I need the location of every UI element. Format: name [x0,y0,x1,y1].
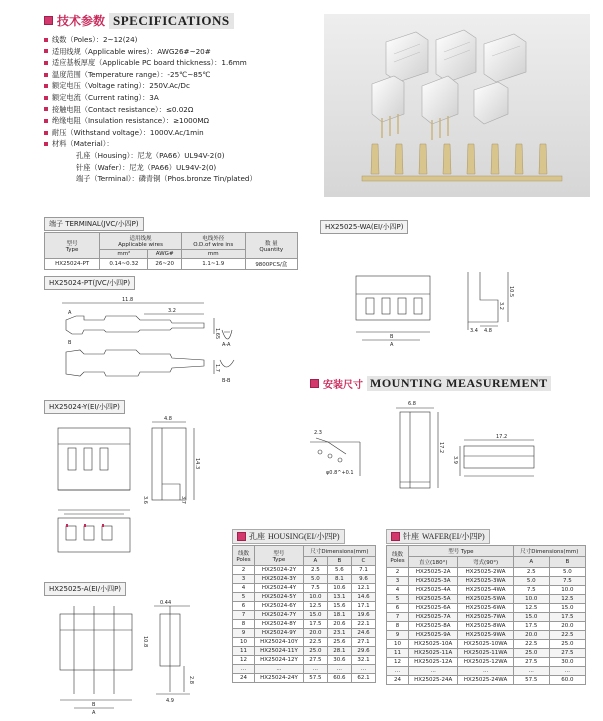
label-a-a: A-A [222,342,231,348]
spec-item: 温度范围（Temperature range）：-25℃~85℃ [44,69,257,81]
table-row: 6 HX25025-6A HX25025-6WA 12.5 15.0 [387,604,586,613]
pt-drawing [44,290,294,388]
wafer-table: 线数 Poles 型号 Type 尺寸Dimensions(mm) 直立(180°) 弯式(90°) A B 2 HX25025-2A HX25025-2WA 2.5 5.0 3 HX25025-3A HX25025-3WA 5.0 7.5 4 HX25025-4A HX25025-4WA 7.5 10.0 5 HX25025-5A HX25025-5WA 10.0 12.5 6 HX25025-6A HX25025-6WA 12.5 15.0 7 HX25025-7A HX25025-7WA 15.0 17.5 8 HX25025-8A HX25025-8WA 17.5 20.0 9 HX25025-9A HX25025-9WA 20.0 22.5 10 HX25025-10A HX25025-10WA 22.5 25.0 11 HX25025-11A HX25025-11WA 25.0 27.5 12 HX25025-12A HX25025-12WA 27.5 30.0 ... ... ... ... ... 24 HX25025-24A HX25025-24WA 57.5 60.0 [386,545,586,685]
table-row: ... ... ... ... ... [233,665,376,674]
table-row: 24 HX25025-24A HX25025-24WA 57.5 60.0 [387,676,586,685]
dim-17-2-h: 17.2 [496,434,508,440]
spec-list [44,34,257,185]
square-bullet-icon [44,16,53,25]
a-drawing [44,596,224,716]
dim-3-6: 3.6 [142,496,148,504]
table-row: 8 HX25024-8Y 17.5 20.6 22.1 [233,620,376,629]
label-a: A [92,710,96,716]
connector-photo-icon [324,14,590,197]
table-row: ... ... ... ... ... [387,667,586,676]
bullet-icon [44,84,48,88]
label-b: B [68,340,72,346]
housing-table: 线数 Poles 型号 Type 尺寸Dimensions(mm) A B C 2 HX25024-2Y 2.5 5.6 7.1 3 HX25024-3Y 5.0 8.1 9.6 4 HX25024-4Y 7.5 10.6 12.1 5 HX25024-5Y 10.0 13.1 14.6 6 HX25024-6Y 12.5 15.6 17.1 7 HX25024-7Y 15.0 18.1 19.6 8 HX25024-8Y 17.5 20.6 22.1 9 HX25024-9Y 20.0 23.1 24.6 10 HX25024-10Y 22.5 25.6 27.1 11 HX25024-11Y 25.0 28.1 29.6 12 HX25024-12Y 27.5 30.6 32.1 ... ... ... ... ... 24 HX25024-24Y 57.5 60.6 62.1 [232,545,376,683]
wa-label: HX25025-WA(EI/小四P) [320,220,408,234]
dim-2-3: 2.3 [314,430,322,436]
spec-item: 线数（Poles）：2~12(24) [44,34,257,46]
spec-item: 适用线规（Applicable wires）：AWG26#~20# [44,46,257,58]
dim-0-44: 0.44 [160,600,172,606]
bullet-icon [44,142,48,146]
y-drawing [44,414,224,566]
square-bullet-icon [237,532,246,541]
th-type: 型号 Type [45,233,100,259]
spec-item: 耐压（Withstand voltage）：1000V.Ac/1min [44,127,257,139]
material-item: 孔座（Housing）：尼龙（PA66）UL94V-2(0) [76,150,225,160]
product-photo [324,14,590,197]
table-row: 7 HX25024-7Y 15.0 18.1 19.6 [233,611,376,620]
label-a: A [68,310,72,316]
dim-6-8: 6.8 [408,401,416,407]
dim-10-5: 10.5 [508,286,514,298]
wa-drawing [320,236,570,356]
dim-17-2-v: 17.2 [438,442,444,454]
spec-item: 额定电流（Current rating）：3A [44,92,257,104]
table-row: 24 HX25024-24Y 57.5 60.6 62.1 [233,674,376,683]
table-row: 6 HX25024-6Y 12.5 15.6 17.1 [233,602,376,611]
material-item: 针座（Wafer）：尼龙（PA66）UL94V-2(0) [76,162,217,172]
mount-title [310,376,551,391]
terminal-label: 端子 TERMINAL(JVC/小四P) [44,217,144,231]
table-row: HX25024-PT 0.14~0.32 26~20 1.1~1.9 9800PCS/盒 [45,259,298,270]
dim-4-8: 4.8 [484,328,492,334]
table-row: 2 HX25025-2A HX25025-2WA 2.5 5.0 [387,568,586,577]
table-row: 11 HX25024-11Y 25.0 28.1 29.6 [233,647,376,656]
a-label: HX25025-A(EI/小四P) [44,582,126,596]
spec-title-en: SPECIFICATIONS [109,13,234,29]
table-row: 12 HX25025-12A HX25025-12WA 27.5 30.0 [387,658,586,667]
spec-item: 适应基板厚度（Applicable PC board thickness）：1.6mm [44,57,257,69]
dim-4-9: 4.9 [166,698,174,704]
dim-1-65: 1.65 [214,328,220,340]
terminal-table: 型号 Type 适用线规 Applicable wires 电线外径 O.D.of wire ins 数 量 Quantity mm² AWG# mm HX25024-PT 0.14~0.32 26~20 1.1~1.9 9800PCS/盒 [44,232,298,270]
table-row: 3 HX25025-3A HX25025-3WA 5.0 7.5 [387,577,586,586]
bullet-icon [44,96,48,100]
bullet-icon [44,73,48,77]
dim-2-8: 2.8 [188,676,194,684]
square-bullet-icon [310,379,319,388]
pt-label: HX25024-PT(JVC/小四P) [44,276,135,290]
table-row: 10 HX25024-10Y 22.5 25.6 27.1 [233,638,376,647]
dim-11-8: 11.8 [122,297,134,303]
th-wire: 适用线规 Applicable wires [100,233,182,250]
table-row: 11 HX25025-11A HX25025-11WA 25.0 27.5 [387,649,586,658]
spec-item: 绝缘电阻（Insulation resistance）：≥1000MΩ [44,115,257,127]
material-item: 端子（Terminal）：磷青铜（Phos.bronze Tin/plated） [76,174,257,184]
bullet-icon [44,119,48,123]
mount-title-cn: 安装尺寸 [323,380,363,391]
dim-3-9: 3.9 [452,456,458,464]
spec-item: 接触电阻（Contact resistance）：≤0.02Ω [44,104,257,116]
th-qty: 数 量 Quantity [245,233,297,259]
spec-item: 材料（Material）： [44,138,257,150]
th-od: 电线外径 O.D.of wire ins [181,233,245,250]
bullet-icon [44,38,48,42]
wafer-title: 针座 WAFER(EI/小四P) [386,529,490,544]
dim-3-4: 3.4 [470,328,478,334]
dim-phi-0-8: φ0.8^+0.1 [326,470,354,476]
square-bullet-icon [391,532,400,541]
table-row: 7 HX25025-7A HX25025-7WA 15.0 17.5 [387,613,586,622]
table-row: 4 HX25024-4Y 7.5 10.6 12.1 [233,584,376,593]
dim-14-3: 14.3 [194,458,200,470]
housing-title: 孔座 HOUSING(EI/小四P) [232,529,345,544]
table-row: 3 HX25024-3Y 5.0 8.1 9.6 [233,575,376,584]
spec-item: 额定电压（Voltage rating）：250V.Ac/Dc [44,80,257,92]
table-row: 8 HX25025-8A HX25025-8WA 17.5 20.0 [387,622,586,631]
bullet-icon [44,131,48,135]
dim-10-8: 10.8 [142,636,148,648]
label-b-b: B-B [222,378,231,384]
bullet-icon [44,107,48,111]
table-row: 2 HX25024-2Y 2.5 5.6 7.1 [233,566,376,575]
table-row: 10 HX25025-10A HX25025-10WA 22.5 25.0 [387,640,586,649]
label-a: A [390,342,394,348]
table-row: 5 HX25024-5Y 10.0 13.1 14.6 [233,593,376,602]
dim-1-7: 1.7 [214,364,220,372]
dim-3-7: 3.7 [180,496,186,504]
table-row: 5 HX25025-5A HX25025-5WA 10.0 12.5 [387,595,586,604]
table-row: 9 HX25025-9A HX25025-9WA 20.0 22.5 [387,631,586,640]
spec-title [44,12,234,29]
label-b: B [390,334,394,340]
y-label: HX25024-Y(EI/小四P) [44,400,125,414]
mount-title-en: MOUNTING MEASUREMENT [367,376,551,391]
bullet-icon [44,49,48,53]
dim-3-2: 3.2 [168,308,176,314]
bullet-icon [44,61,48,65]
spec-title-cn: 技术参数 [57,14,106,28]
dim-3-2: 3.2 [498,302,504,310]
table-row: 4 HX25025-4A HX25025-4WA 7.5 10.0 [387,586,586,595]
mount-drawing [300,396,590,506]
label-b: B [92,702,96,708]
dim-4-8: 4.8 [164,416,172,422]
table-row: 9 HX25024-9Y 20.0 23.1 24.6 [233,629,376,638]
table-row: 12 HX25024-12Y 27.5 30.6 32.1 [233,656,376,665]
